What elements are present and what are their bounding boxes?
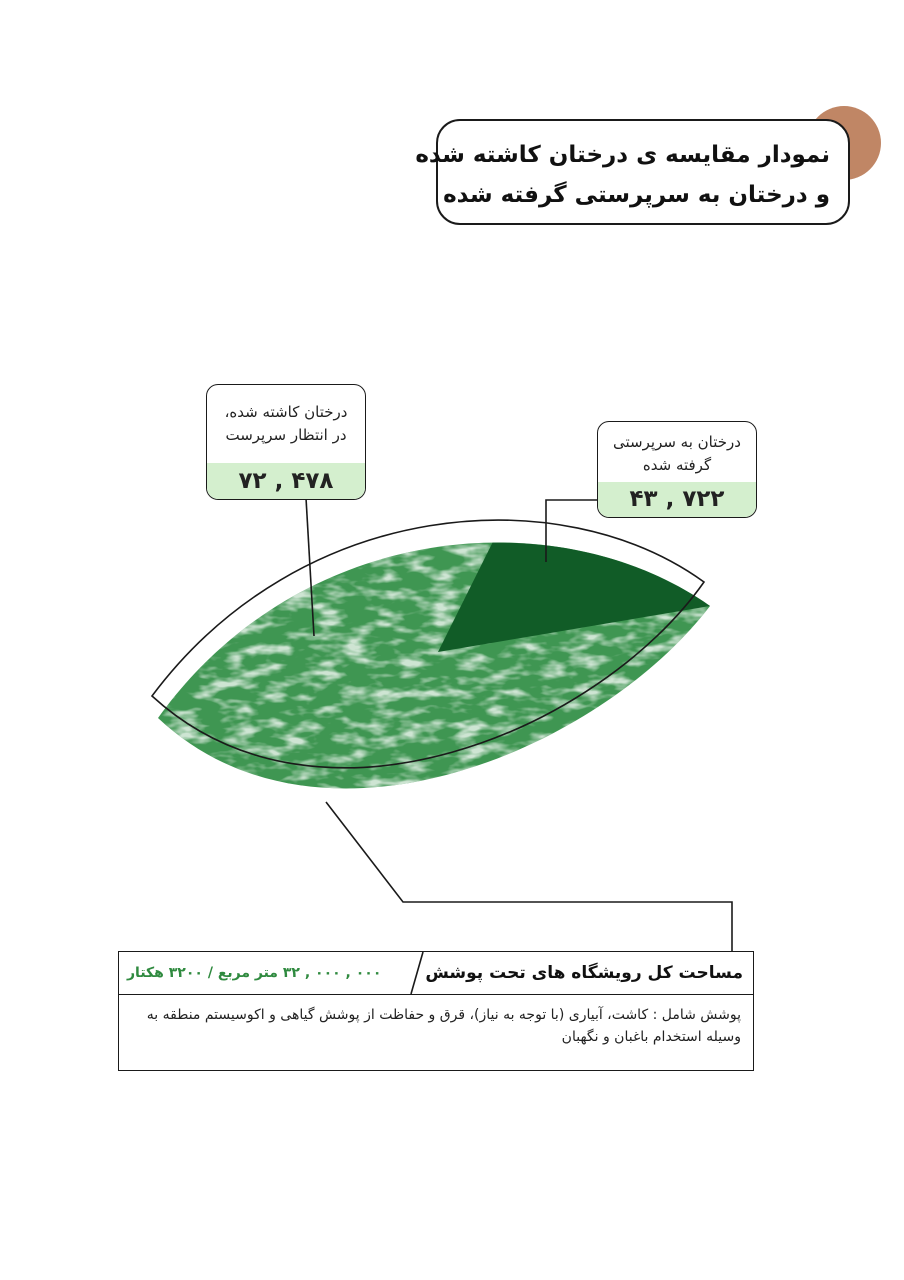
callout-adopted-value: ۴۳ , ۷۲۲ <box>598 482 756 517</box>
callout-planted-label-2: در انتظار سرپرست <box>225 426 347 444</box>
callout-planted-value: ۷۲ , ۴۷۸ <box>207 463 365 499</box>
chart-title-line-2: و درختان به سرپرستی گرفته شده <box>443 182 830 208</box>
callout-adopted-label-2: گرفته شده <box>642 456 712 474</box>
area-header <box>119 952 753 995</box>
area-value: ۰۰۰ , ۰۰۰ , ۳۲ متر مربع / ۳۲۰۰ هکتار <box>127 965 382 981</box>
callout-adopted <box>597 421 757 518</box>
leader-line-area <box>326 802 732 951</box>
callout-planted-label-1: درختان کاشته شده، <box>224 403 348 421</box>
leaf-texture <box>150 500 720 830</box>
area-divider <box>399 952 429 994</box>
callout-adopted-label-1: درختان به سرپرستی <box>613 433 741 451</box>
area-info-box <box>118 951 754 1071</box>
area-description: پوشش شامل : کاشت، آبیاری (با توجه به نیاز)، قرق و حفاظت از پوشش گیاهی و اکوسیستم منطقه به وسیله استخدام باغبان و نگهبان <box>146 1007 741 1045</box>
area-title: مساحت کل رویشگاه های تحت پوشش <box>425 963 743 983</box>
callout-planted <box>206 384 366 500</box>
chart-title-line-1: نمودار مقایسه ی درختان کاشته شده <box>415 142 830 168</box>
